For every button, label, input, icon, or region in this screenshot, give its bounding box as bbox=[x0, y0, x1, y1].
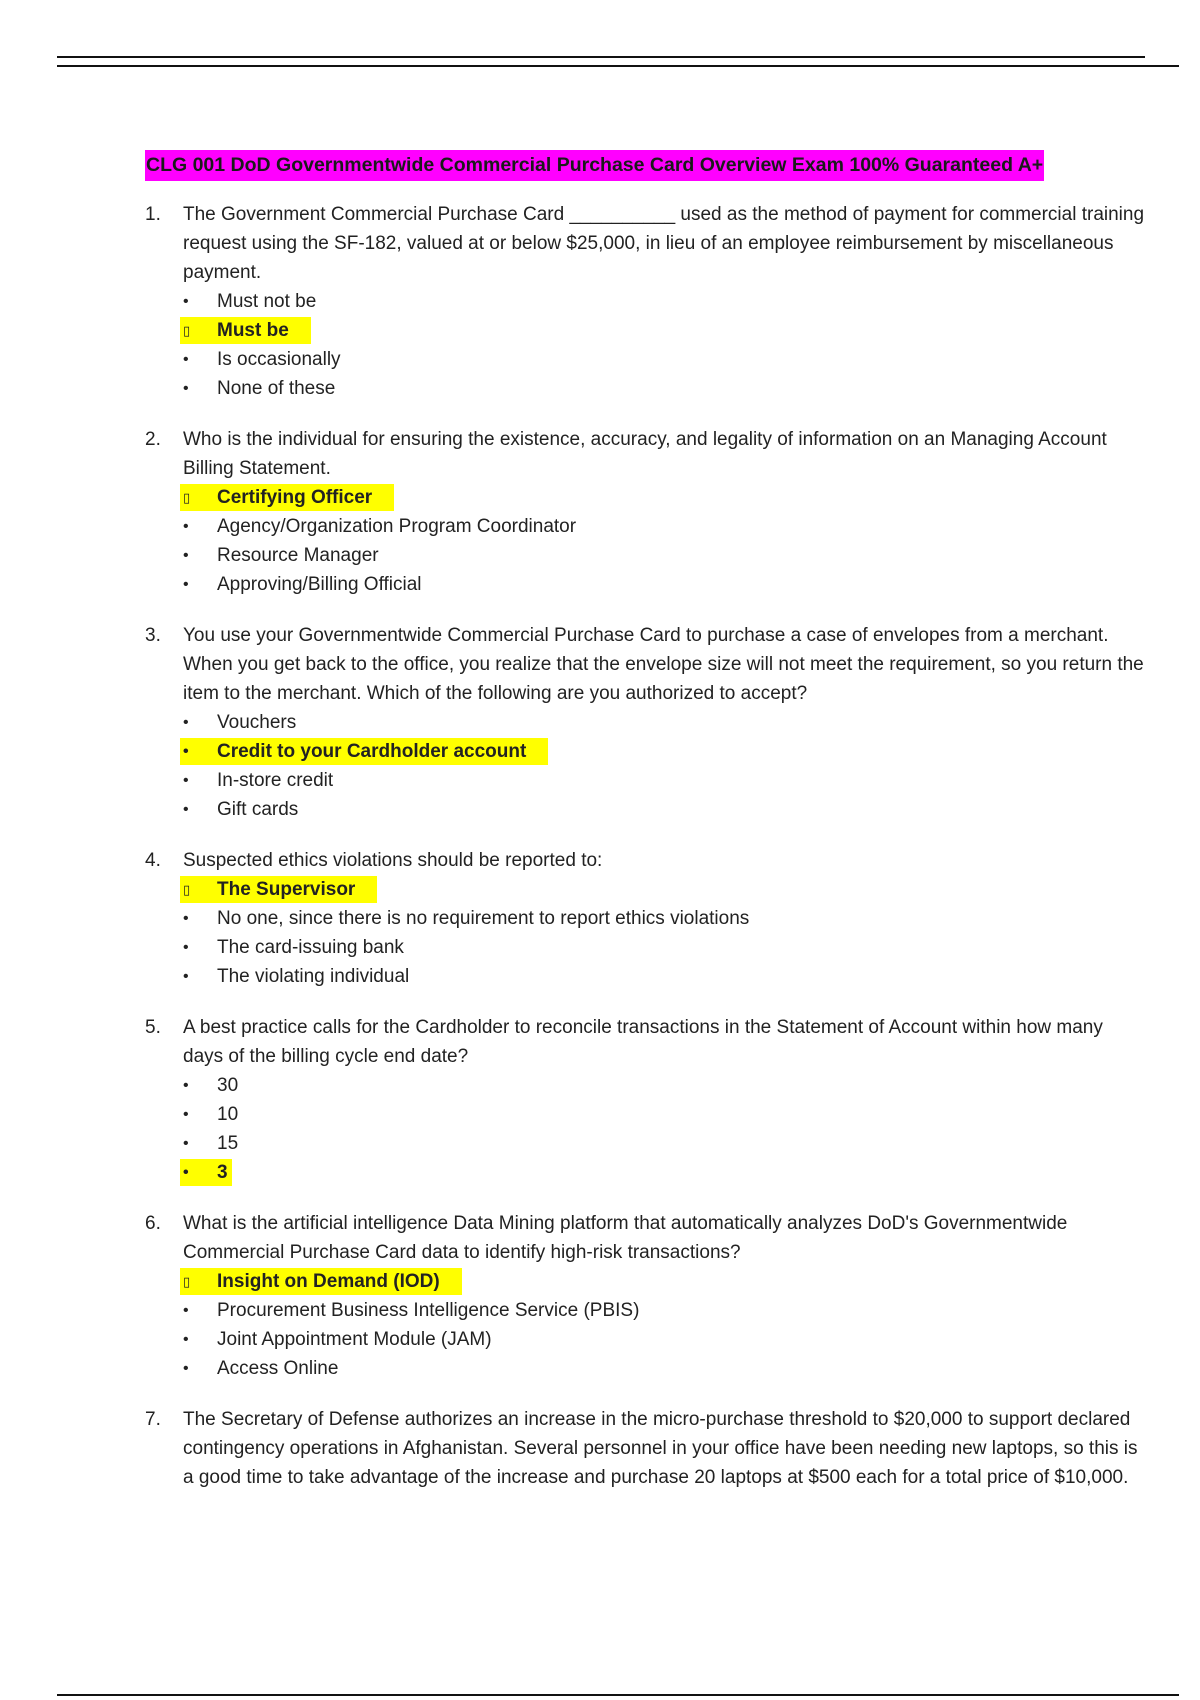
document-title: CLG 001 DoD Governmentwide Commercial Purchase Card Overview Exam 100% Guaranteed A+ bbox=[145, 150, 1044, 181]
answer-text: None of these bbox=[217, 378, 336, 399]
answer-option-correct bbox=[145, 1267, 1145, 1296]
answer-text: 30 bbox=[217, 1075, 239, 1096]
answer-text: Insight on Demand (IOD) bbox=[217, 1271, 440, 1292]
answer-text: Joint Appointment Module (JAM) bbox=[217, 1329, 492, 1350]
check-box-icon: ▯ bbox=[183, 1274, 191, 1289]
answer-text: Agency/Organization Program Coordinator bbox=[217, 516, 577, 537]
answer-text: The Supervisor bbox=[217, 879, 356, 900]
question-number: 2. bbox=[145, 429, 161, 450]
answer-text: 15 bbox=[217, 1133, 239, 1154]
bullet-icon: • bbox=[183, 772, 189, 789]
answer-option bbox=[145, 708, 1145, 737]
question-number: 7. bbox=[145, 1409, 161, 1430]
answer-option bbox=[145, 1129, 1145, 1158]
answer-option bbox=[145, 766, 1145, 795]
bullet-icon: • bbox=[183, 1077, 189, 1094]
answer-option bbox=[145, 1071, 1145, 1100]
bullet-icon: • bbox=[183, 1302, 189, 1319]
answer-text: The card-issuing bank bbox=[217, 937, 404, 958]
answer-text: In-store credit bbox=[217, 770, 334, 791]
question-2 bbox=[145, 425, 1145, 599]
answer-options bbox=[145, 875, 1145, 991]
answer-text: Is occasionally bbox=[217, 349, 341, 370]
answer-option-correct bbox=[145, 483, 1145, 512]
question-1 bbox=[145, 200, 1145, 403]
question-text: What is the artificial intelligence Data Mining platform that automatically analyzes DoD's Governmentwide Commercial Purchase Card data to identify high-risk transactions? bbox=[183, 1213, 1068, 1263]
question-text: Who is the individual for ensuring the existence, accuracy, and legality of information on an Managing Account Billing Statement. bbox=[183, 429, 1107, 479]
question-stem bbox=[145, 621, 1145, 708]
bullet-icon: • bbox=[183, 576, 189, 593]
bullet-icon: • bbox=[183, 1331, 189, 1348]
question-stem bbox=[145, 1405, 1145, 1492]
bullet-icon: • bbox=[183, 939, 189, 956]
answer-text: The violating individual bbox=[217, 966, 410, 987]
question-list bbox=[145, 200, 1145, 1514]
question-stem bbox=[145, 1013, 1145, 1071]
answer-highlight bbox=[180, 738, 548, 765]
footer-rule bbox=[57, 1694, 1179, 1696]
bullet-icon: • bbox=[183, 351, 189, 368]
answer-option bbox=[145, 904, 1145, 933]
question-number: 3. bbox=[145, 625, 161, 646]
question-stem bbox=[145, 425, 1145, 483]
answer-options bbox=[145, 1071, 1145, 1187]
answer-text: Access Online bbox=[217, 1358, 339, 1379]
answer-highlight bbox=[180, 317, 311, 344]
bullet-icon: • bbox=[183, 1135, 189, 1152]
check-box-icon: ▯ bbox=[183, 490, 191, 505]
answer-option-correct bbox=[145, 316, 1145, 345]
question-number: 5. bbox=[145, 1017, 161, 1038]
question-number: 6. bbox=[145, 1213, 161, 1234]
question-number: 1. bbox=[145, 204, 161, 225]
answer-options bbox=[145, 708, 1145, 824]
header-rule-lower bbox=[57, 65, 1179, 67]
answer-option bbox=[145, 962, 1145, 991]
answer-highlight bbox=[180, 1159, 232, 1186]
answer-text: Must not be bbox=[217, 291, 317, 312]
answer-highlight bbox=[180, 1268, 462, 1295]
question-text: The Secretary of Defense authorizes an increase in the micro-purchase threshold to $20,000 to support declared contingency operations in Afghanistan. Several personnel in your office have been needing new laptops, so this is a good time to take advantage of the increase and purchase 20 laptops at $500 each for a total price of $10,000. bbox=[183, 1409, 1138, 1488]
answer-highlight bbox=[180, 876, 377, 903]
question-4 bbox=[145, 846, 1145, 991]
answer-text: Approving/Billing Official bbox=[217, 574, 422, 595]
answer-option bbox=[145, 287, 1145, 316]
question-stem bbox=[145, 846, 1145, 875]
bullet-icon: • bbox=[183, 518, 189, 535]
answer-text: 3 bbox=[217, 1162, 228, 1183]
question-5 bbox=[145, 1013, 1145, 1187]
answer-text: Must be bbox=[217, 320, 289, 341]
answer-text: Procurement Business Intelligence Service (PBIS) bbox=[217, 1300, 640, 1321]
check-box-icon: ▯ bbox=[183, 323, 191, 338]
header-rule-upper bbox=[57, 56, 1145, 58]
answer-option bbox=[145, 570, 1145, 599]
answer-text: 10 bbox=[217, 1104, 239, 1125]
answer-option bbox=[145, 374, 1145, 403]
question-text: You use your Governmentwide Commercial Purchase Card to purchase a case of envelopes from a merchant. When you get back to the office, you realize that the envelope size will not meet the requirement, so you return the item to the merchant. Which of the following are you authorized to accept? bbox=[183, 625, 1144, 704]
bullet-icon: • bbox=[183, 714, 189, 731]
answer-option bbox=[145, 512, 1145, 541]
answer-option bbox=[145, 795, 1145, 824]
bullet-icon: • bbox=[183, 968, 189, 985]
bullet-icon: • bbox=[183, 1106, 189, 1123]
question-number: 4. bbox=[145, 850, 161, 871]
answer-option bbox=[145, 1325, 1145, 1354]
bullet-icon: • bbox=[183, 801, 189, 818]
answer-text: Resource Manager bbox=[217, 545, 379, 566]
bullet-icon: • bbox=[183, 547, 189, 564]
bullet-icon: • bbox=[183, 910, 189, 927]
answer-highlight bbox=[180, 484, 394, 511]
question-stem bbox=[145, 1209, 1145, 1267]
bullet-icon: • bbox=[183, 743, 189, 760]
answer-option bbox=[145, 1354, 1145, 1383]
bullet-icon: • bbox=[183, 380, 189, 397]
answer-text: No one, since there is no requirement to report ethics violations bbox=[217, 908, 750, 929]
question-6 bbox=[145, 1209, 1145, 1383]
answer-options bbox=[145, 1267, 1145, 1383]
question-text: A best practice calls for the Cardholder to reconcile transactions in the Statement of Account within how many days of the billing cycle end date? bbox=[183, 1017, 1103, 1067]
answer-option-correct bbox=[145, 737, 1145, 766]
answer-option bbox=[145, 1100, 1145, 1129]
answer-options bbox=[145, 287, 1145, 403]
question-stem bbox=[145, 200, 1145, 287]
bullet-icon: • bbox=[183, 293, 189, 310]
answer-options bbox=[145, 483, 1145, 599]
answer-option bbox=[145, 1296, 1145, 1325]
question-7 bbox=[145, 1405, 1145, 1492]
answer-option bbox=[145, 933, 1145, 962]
answer-text: Credit to your Cardholder account bbox=[217, 741, 527, 762]
bullet-icon: • bbox=[183, 1360, 189, 1377]
question-3 bbox=[145, 621, 1145, 824]
answer-text: Certifying Officer bbox=[217, 487, 373, 508]
answer-text: Vouchers bbox=[217, 712, 297, 733]
answer-option-correct bbox=[145, 875, 1145, 904]
bullet-icon: • bbox=[183, 1164, 189, 1181]
answer-option-correct bbox=[145, 1158, 1145, 1187]
question-text: Suspected ethics violations should be reported to: bbox=[183, 850, 603, 871]
question-text: The Government Commercial Purchase Card __________ used as the method of payment for commercial training request using the SF-182, valued at or below $25,000, in lieu of an employee reimbursement by miscellaneous payment. bbox=[183, 204, 1145, 283]
check-box-icon: ▯ bbox=[183, 882, 191, 897]
answer-option bbox=[145, 345, 1145, 374]
answer-option bbox=[145, 541, 1145, 570]
answer-text: Gift cards bbox=[217, 799, 299, 820]
